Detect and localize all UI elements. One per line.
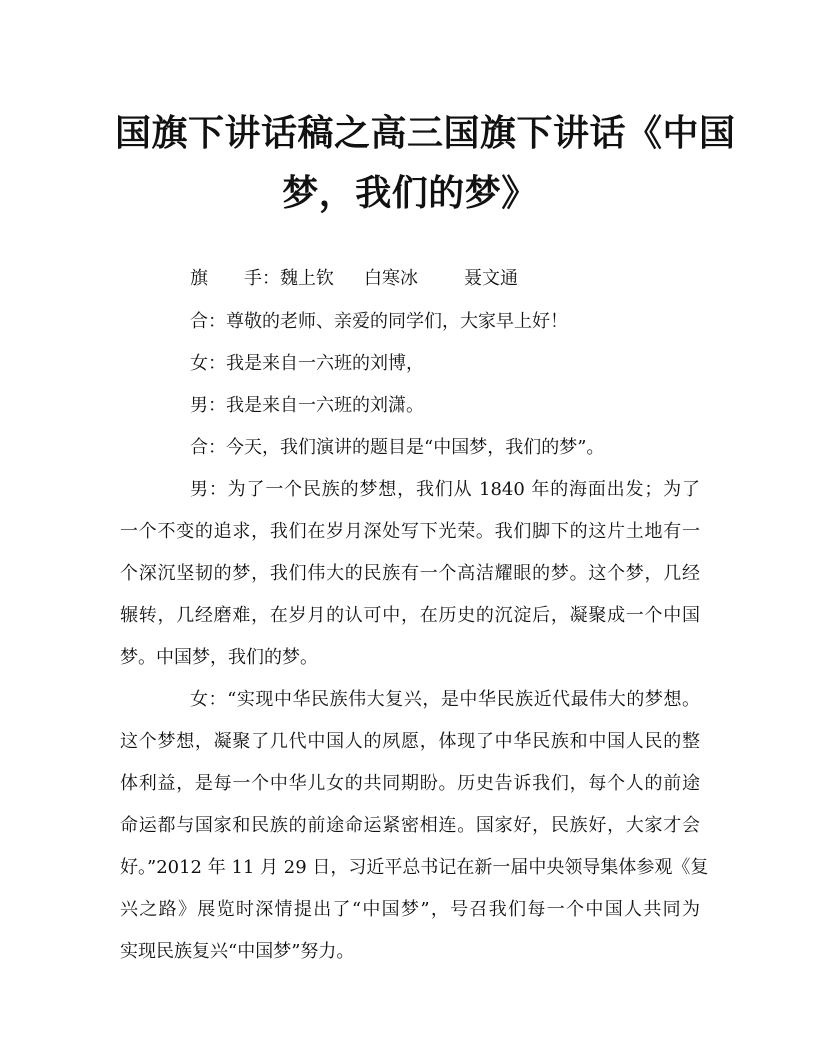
speech-line: 命运都与国家和民族的前途命运紧密相连。国家好，民族好，大家才会 [120, 815, 700, 836]
speech-line: 女：我是来自一六班的刘博， [190, 353, 424, 374]
speech-line: 辗转，几经磨难，在岁月的认可中，在历史的沉淀后，凝聚成一个中国 [120, 605, 700, 626]
speech-line: 好。”2012 年 11 月 29 日，习近平总书记在新一届中央领导集体参观《复 [120, 857, 709, 878]
speech-line: 一个不变的追求，我们在岁月深处写下光荣。我们脚下的这片土地有一 [120, 521, 700, 542]
speech-line: 兴之路》展览时深情提出了“中国梦”，号召我们每一个中国人共同为 [120, 899, 700, 920]
speech-line: 实现民族复兴“中国梦”努力。 [120, 941, 355, 962]
speech-line: 体利益，是每一个中华儿女的共同期盼。历史告诉我们，每个人的前途 [120, 773, 700, 794]
document-title-line-1: 国旗下讲话稿之高三国旗下讲话《中国 [115, 112, 736, 154]
flag-bearer-name: 聂文通 [464, 268, 518, 289]
flag-bearer-name: 白寒冰 [364, 268, 418, 289]
flag-bearer-name: 魏上钦 [280, 268, 334, 289]
flag-bearers-label: 旗 手： [190, 268, 280, 289]
speech-line: 合：今天，我们演讲的题目是“中国梦，我们的梦”。 [190, 437, 605, 458]
speech-line: 女：“实现中华民族伟大复兴，是中华民族近代最伟大的梦想。 [190, 689, 700, 710]
speech-line: 男：我是来自一六班的刘潇。 [190, 395, 424, 416]
speech-line: 这个梦想，凝聚了几代中国人的夙愿，体现了中华民族和中国人民的整 [120, 731, 700, 752]
speech-line: 梦。中国梦，我们的梦。 [120, 647, 318, 668]
speech-line: 合：尊敬的老师、亲爱的同学们，大家早上好！ [190, 311, 568, 332]
document-title-line-2: 梦，我们的梦》 [282, 172, 538, 214]
speech-line: 个深沉坚韧的梦，我们伟大的民族有一个高洁耀眼的梦。这个梦，几经 [120, 563, 700, 584]
flag-bearers-line [190, 270, 770, 288]
speech-line: 男：为了一个民族的梦想，我们从 1840 年的海面出发；为了 [190, 479, 700, 500]
